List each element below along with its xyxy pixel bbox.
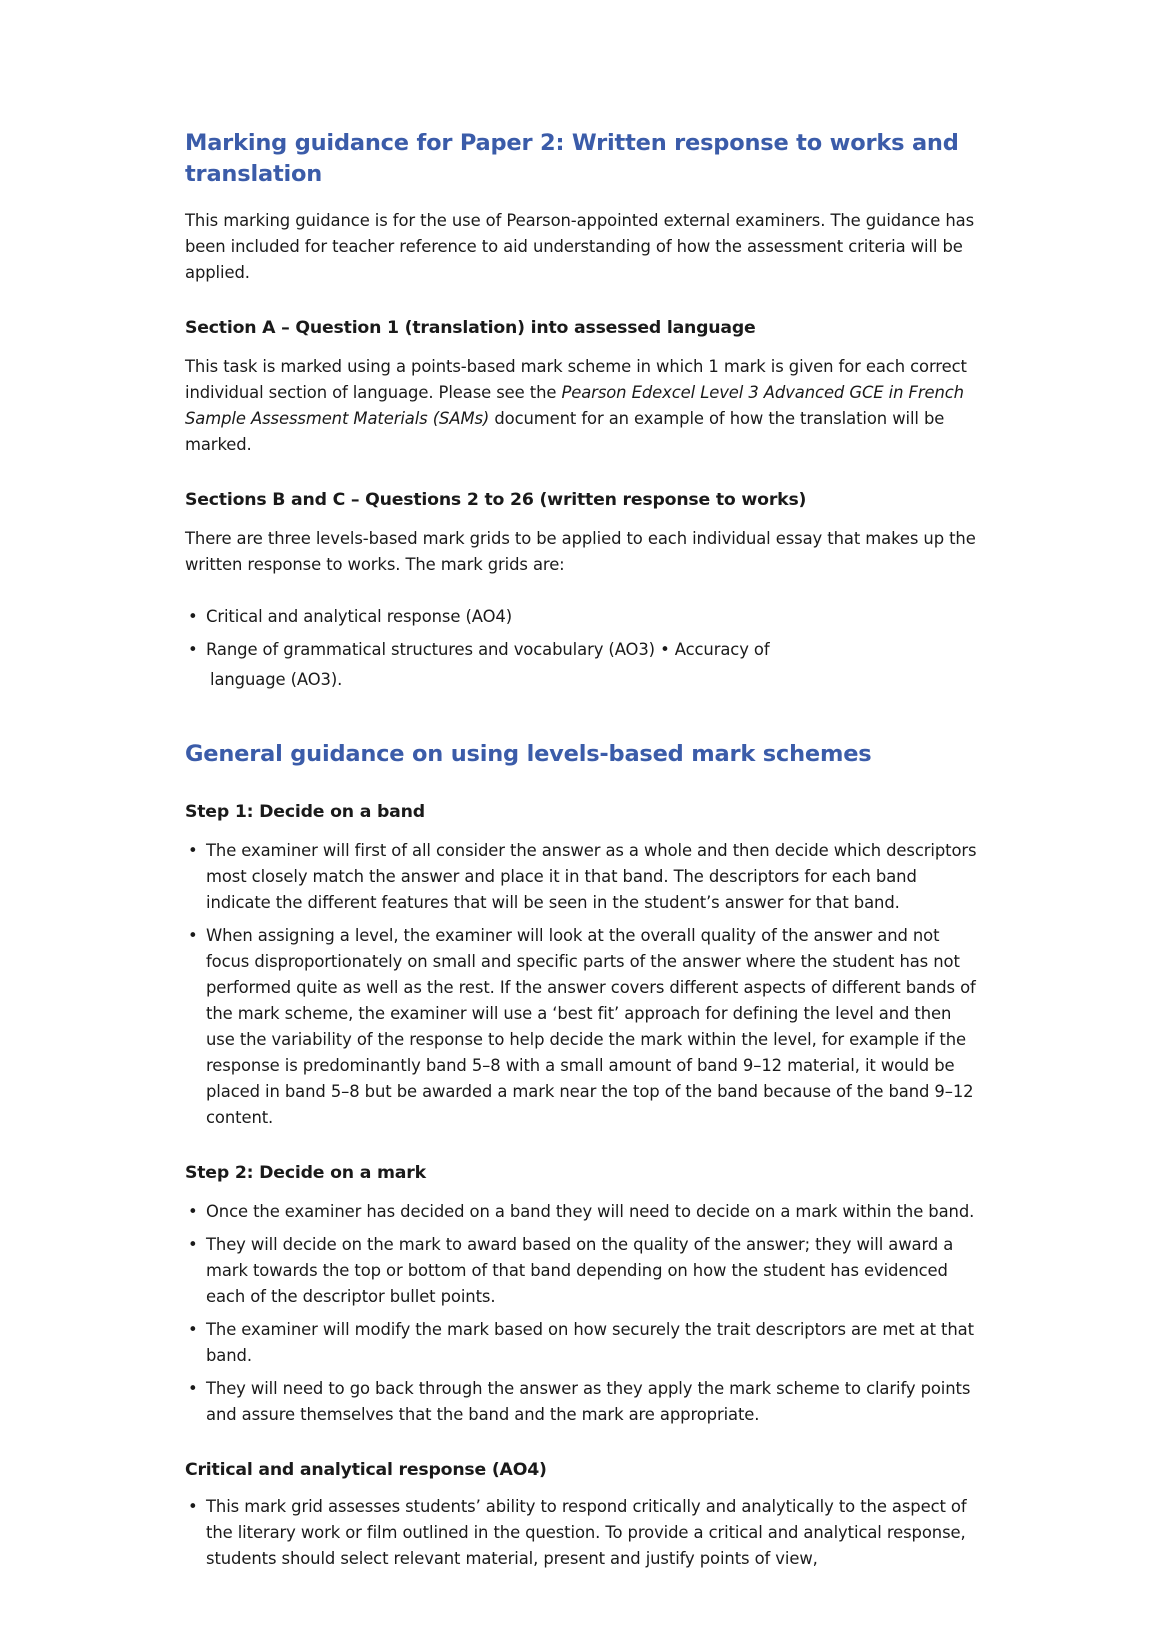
section-a-paragraph: [185, 354, 977, 458]
section-a-text-before: This task is marked using a points-based mark scheme in which 1 mark is given for each correct individual section of language. Please see the: [185, 357, 967, 402]
step-2-list: [185, 1199, 977, 1428]
step-1-heading: Step 1: Decide on a band: [185, 802, 425, 822]
list-item: [185, 1494, 977, 1572]
list-item: [185, 838, 977, 916]
list-item-text: When assigning a level, the examiner will look at the overall quality of the answer and not focus disproportionately on small and specific parts of the answer where the student has not performed quite as well as the rest. If the answer covers different aspects of different bands of the mark scheme, the examiner will use a ‘best fit’ approach for defining the level and then use the variability of the response to help decide the mark within the level, for example if the response is predominantly band 5–8 with a small amount of band 9–12 material, it would be placed in band 5–8 but be awarded a mark near the top of the band because of the band 9–12 content.: [206, 926, 976, 1127]
page-content: [185, 128, 977, 1579]
sections-bc-heading: Sections B and C – Questions 2 to 26 (written response to works): [185, 490, 807, 510]
step-2-heading: Step 2: Decide on a mark: [185, 1163, 426, 1183]
section-a-text-after: document for an example of how the translation will be marked.: [185, 409, 945, 454]
mark-grids-list: [185, 604, 977, 693]
list-item-continuation: language (AO3).: [210, 670, 343, 689]
ao4-list: [185, 1494, 977, 1572]
list-item-text: The examiner will first of all consider the answer as a whole and then decide which descriptors most closely match the answer and place it in that band. The descriptors for each band indicate the different features that will be seen in the student’s answer for that band.: [206, 841, 977, 912]
list-item-text: They will need to go back through the answer as they apply the mark scheme to clarify points and assure themselves that the band and the mark are appropriate.: [206, 1379, 971, 1424]
general-guidance-heading: General guidance on using levels-based mark schemes: [185, 741, 872, 767]
list-item-text: They will decide on the mark to award based on the quality of the answer; they will award a mark towards the top or bottom of that band depending on how the student has evidenced each of the descriptor bullet points.: [206, 1235, 954, 1306]
list-item: [185, 1317, 977, 1369]
list-item: [185, 637, 977, 693]
step-1-list: [185, 838, 977, 1131]
ao4-heading: Critical and analytical response (AO4): [185, 1460, 547, 1480]
main-title: Marking guidance for Paper 2: Written response to works and translation: [185, 130, 959, 187]
list-item-text: The examiner will modify the mark based on how securely the trait descriptors are met at that band.: [206, 1320, 974, 1365]
list-item: [185, 604, 977, 630]
list-item-text: Range of grammatical structures and vocabulary (AO3) • Accuracy of: [206, 640, 770, 659]
intro-paragraph: This marking guidance is for the use of Pearson-appointed external examiners. The guidance has been included for teacher reference to aid understanding of how the assessment criteria will be applied.: [185, 211, 975, 282]
list-item-text: This mark grid assesses students’ ability to respond critically and analytically to the aspect of the literary work or film outlined in the question. To provide a critical and analytical response, students should select relevant material, present and justify points of view,: [206, 1497, 967, 1568]
list-item: [185, 1232, 977, 1310]
section-a-heading: Section A – Question 1 (translation) into assessed language: [185, 318, 756, 338]
list-item-text: Critical and analytical response (AO4): [206, 607, 513, 626]
list-item: [185, 1199, 977, 1225]
list-item: [185, 1376, 977, 1428]
list-item-text: Once the examiner has decided on a band they will need to decide on a mark within the band.: [206, 1202, 975, 1221]
sections-bc-paragraph: There are three levels-based mark grids to be applied to each individual essay that makes up the written response to works. The mark grids are:: [185, 529, 976, 574]
referenced-document-title: Pearson Edexcel Level 3 Advanced GCE in French Sample Assessment Materials (SAMs): [185, 383, 964, 428]
list-item: [185, 923, 977, 1131]
